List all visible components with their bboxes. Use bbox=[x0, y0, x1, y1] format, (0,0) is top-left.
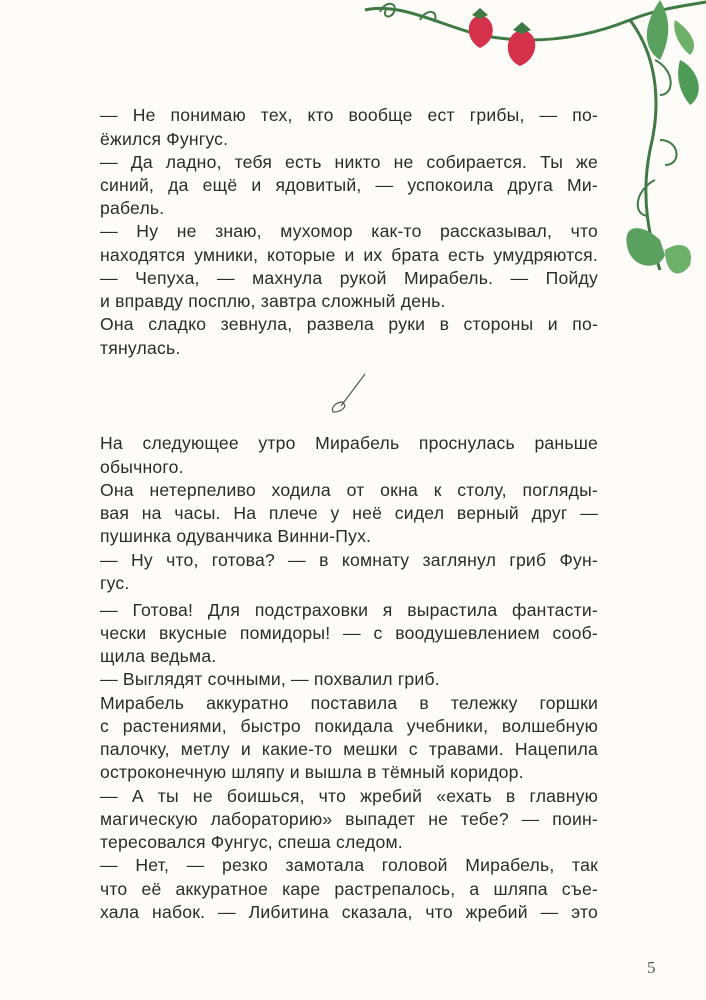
line: Она нетерпеливо ходила от окна к столу, погляды- bbox=[100, 480, 598, 500]
line: с растениями, быстро покидала учебники, волшебную bbox=[100, 716, 598, 736]
line: тересовался Фунгус, спеша следом. bbox=[100, 832, 403, 852]
line: чески вкусные помидоры! — с воодушевлением сооб- bbox=[100, 623, 598, 643]
line: Она сладко зевнула, развела руки в стороны и по- bbox=[100, 314, 598, 334]
line: гус. bbox=[100, 573, 130, 593]
line: что её аккуратное каре растрепалось, а шляпа съе- bbox=[100, 879, 598, 899]
line: — Выглядят сочными, — похвалил гриб. bbox=[100, 669, 440, 689]
line: — Не понимаю тех, кто вообще ест грибы, — по- bbox=[100, 105, 598, 125]
strawberry-icon bbox=[469, 8, 493, 48]
line: остроконечную шляпу и вышла в тёмный коридор. bbox=[100, 762, 524, 782]
line: щила ведьма. bbox=[100, 646, 217, 666]
line: пушинка одуванчика Винни-Пух. bbox=[100, 526, 372, 546]
line: синий, да ещё и ядовитый, — успокоила друга Ми- bbox=[100, 175, 598, 195]
line: Мирабель аккуратно поставила в тележку горшки bbox=[100, 693, 598, 713]
line: — Да ладно, тебя есть никто не собирается. Ты же bbox=[100, 152, 598, 172]
line: — Готова! Для подстраховки я вырастила фантасти- bbox=[100, 600, 598, 620]
line: тянулась. bbox=[100, 338, 181, 358]
line: магическую лабораторию» выпадет не тебе? — поин- bbox=[100, 809, 598, 829]
line: обычного. bbox=[100, 457, 184, 477]
line: палочку, метлу и какие-то мешки с травами. Нацепила bbox=[100, 739, 598, 759]
line: На следующее утро Мирабель проснулась раньше bbox=[100, 433, 598, 453]
line: и вправду посплю, завтра сложный день. bbox=[100, 291, 446, 311]
line: — Ну что, готова? — в комнату заглянул гриб Фун- bbox=[100, 550, 598, 570]
line: — Чепуха, — махнула рукой Мирабель. — Пойду bbox=[100, 268, 598, 288]
line: вая на часы. На плече у неё сидел верный друг — bbox=[100, 503, 598, 523]
line: рабель. bbox=[100, 198, 165, 218]
broom-ornament-icon bbox=[325, 370, 373, 418]
line: — А ты не боишься, что жребий «ехать в главную bbox=[100, 786, 598, 806]
line: хала набок. — Либитина сказала, что жребий — это bbox=[100, 902, 598, 922]
line: — Нет, — резко замотала головой Мирабель, так bbox=[100, 855, 598, 875]
line: — Ну не знаю, мухомор как-то рассказывал, что bbox=[100, 221, 598, 241]
strawberry-icon bbox=[508, 22, 535, 66]
line: ёжился Фунгус. bbox=[100, 129, 229, 149]
page-number: 5 bbox=[647, 958, 656, 977]
line: находятся умники, которые и их брата есть умудряются. bbox=[100, 245, 598, 265]
